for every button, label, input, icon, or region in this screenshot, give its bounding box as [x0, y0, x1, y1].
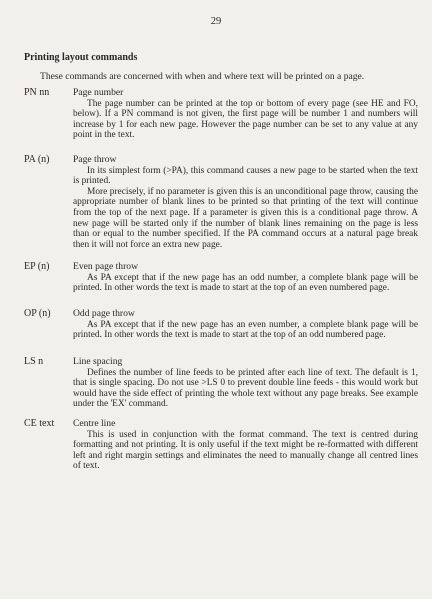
command-description: [73, 419, 418, 472]
intro-paragraph: These commands are concerned with when and where text will be printed on a page.: [40, 71, 365, 82]
command-description: [73, 262, 418, 294]
command-entry-op: [24, 309, 420, 357]
command-description: [73, 309, 418, 341]
command-description: [73, 357, 418, 410]
command-paragraph: As PA except that if the new page has an odd number, a complete blank page will be printed. In other words the text is made to start at the top of an even numbered page.: [73, 272, 418, 294]
command-heading: Page throw: [73, 154, 117, 165]
command-entry-pn: [24, 88, 420, 158]
command-name: PA (n): [24, 154, 50, 165]
section-title: Printing layout commands: [24, 52, 138, 63]
command-heading: Even page throw: [73, 261, 139, 272]
command-entry-ce: [24, 419, 420, 489]
command-paragraph: More precisely, if no parameter is given this is an unconditional page throw, causing the appropriate number of blank lines to be printed so that printing of the text will continue from the top of the next page. If a parameter is given this is a conditional page throw. A new page will be started only if the number of blank lines remaining on the page is less than or equal to the number specified. If the PA command occurs at a natural page break then it will not force an extra new page.: [73, 186, 418, 250]
page-number: 29: [210, 16, 222, 27]
command-heading: Page number: [73, 87, 124, 98]
command-name: PN nn: [24, 87, 50, 98]
command-heading: Odd page throw: [73, 308, 135, 319]
command-entry-ls: [24, 357, 420, 427]
command-paragraph: As PA except that if the new page has an even number, a complete blank page will be printed. In other words the text is made to start at the top of an odd numbered page.: [73, 319, 418, 341]
command-name: OP (n): [24, 308, 51, 319]
command-name: LS n: [24, 356, 44, 367]
command-paragraph: In its simplest form (>PA), this command causes a new page to be started when the text is printed.: [73, 165, 418, 187]
command-description: [73, 155, 418, 250]
command-description: [73, 88, 418, 141]
command-entry-ep: [24, 262, 420, 310]
command-paragraph: The page number can be printed at the top or bottom of every page (see HE and FO, below). If a PN command is not given, the first page will be number 1 and numbers will increase by 1 for each new page. However the page number can be set to any value at any point in the text.: [73, 98, 418, 141]
command-name: CE text: [24, 418, 55, 429]
command-name: EP (n): [24, 261, 50, 272]
command-heading: Centre line: [73, 418, 116, 429]
command-paragraph: This is used in conjunction with the format command. The text is centred during formatting and not printing. It is only useful if the text might be re-formatted with different left and right margin settings and eliminates the need to manually change all centred lines of text.: [73, 429, 418, 472]
command-entry-pa: [24, 155, 420, 265]
command-paragraph: Defines the number of line feeds to be printed after each line of text. The default is 1, that is single spacing. Do not use >LS 0 to prevent double line feeds - this would work but would have the side effect of printing the whole text without any page breaks. See example under the 'EX' command.: [73, 367, 418, 410]
command-heading: Line spacing: [73, 356, 123, 367]
